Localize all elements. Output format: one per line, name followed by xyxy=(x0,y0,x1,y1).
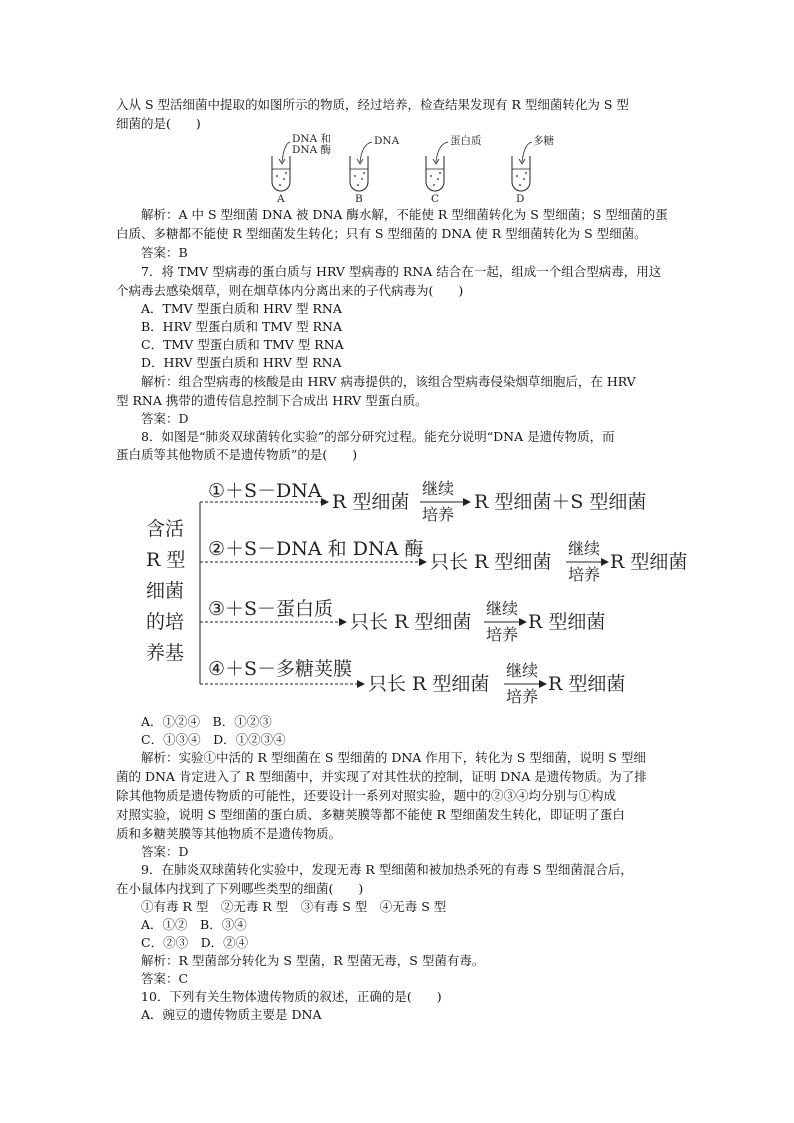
medium-label-line2: R 型 xyxy=(146,549,186,571)
q7-stem-line2: 个病毒去感染烟草，则在烟草体内分离出来的子代病毒为( ) xyxy=(116,283,464,298)
row4-final: R 型细菌 xyxy=(548,673,626,695)
tube-a-letter: A xyxy=(277,193,285,204)
tube-b-label1: DNA xyxy=(374,135,400,147)
row4-treatment: ④＋S－多糖荚膜 xyxy=(208,658,353,680)
q7-option-d: D．HRV 型蛋白质和 HRV 型 RNA xyxy=(141,355,342,370)
medium-label-line5: 养基 xyxy=(146,642,185,664)
tube-d-label1: 多糖 xyxy=(533,135,554,147)
tube-d-letter: D xyxy=(516,193,525,204)
row1-final: R 型细菌＋S 型细菌 xyxy=(474,491,647,513)
q8-analysis-line5: 质和多糖荚膜等其他物质不是遗传物质。 xyxy=(116,826,342,841)
q8-experiment-diagram xyxy=(140,472,710,708)
q8-answer: 答案：D xyxy=(141,844,189,859)
q7-analysis-line2: 型 RNA 携带的遗传信息控制下合成出 HRV 型蛋白质。 xyxy=(116,393,428,408)
tube-c-letter: C xyxy=(431,193,440,204)
row3-final: R 型细菌 xyxy=(528,611,606,633)
q10-option-a: A．豌豆的遗传物质主要是 DNA xyxy=(141,1007,322,1022)
q6-stem-line2: 细菌的是( ) xyxy=(116,116,201,131)
q9-options-line2: C．②③ D．②④ xyxy=(141,935,249,950)
row1-result: R 型细菌 xyxy=(332,491,410,513)
experiment-row-4 xyxy=(200,658,625,706)
tube-c xyxy=(426,134,482,204)
row4-arrow-bottom: 培养 xyxy=(506,687,539,706)
experiment-row-2 xyxy=(200,538,687,584)
q8-options-line2: C．①③④ D．①②③④ xyxy=(141,732,286,747)
q8-options-line1: A．①②④ B．①②③ xyxy=(141,714,272,729)
row1-treatment: ①＋S－DNA xyxy=(208,480,322,502)
tube-a xyxy=(272,133,332,204)
tube-b-letter: B xyxy=(355,193,363,204)
medium-label-line4: 的培 xyxy=(146,611,185,633)
q8-analysis-line1: 解析：实验①中活的 R 型细菌在 S 型细菌的 DNA 作用下，转化为 S 型细菌，说明 S 型细 xyxy=(141,750,646,765)
row3-result: 只长 R 型细菌 xyxy=(350,611,472,633)
q9-options-line1: A．①② B．③④ xyxy=(141,917,247,932)
q7-stem-line1: 7．将 TMV 型病毒的蛋白质与 HRV 型病毒的 RNA 结合在一起，组成一个组合型病毒，用这 xyxy=(141,264,662,279)
row2-result: 只长 R 型细菌 xyxy=(430,551,552,573)
q6-tube-figure xyxy=(262,132,562,204)
q6-analysis-line1: 解析：A 中 S 型细菌 DNA 被 DNA 酶水解，不能使 R 型细菌转化为 S 型细菌；S 型细菌的蛋 xyxy=(141,207,668,222)
tube-d xyxy=(512,134,554,204)
medium-label-line3: 细菌 xyxy=(146,580,185,602)
q8-stem-line2: 蛋白质等其他物质不是遗传物质”的是( ) xyxy=(116,447,358,462)
q7-option-c: C．TMV 型蛋白质和 TMV 型 RNA xyxy=(141,337,344,352)
row4-result: 只长 R 型细菌 xyxy=(368,673,490,695)
q8-analysis-line3: 除其他物质是遗传物质的可能性，还要设计一系列对照实验，题中的②③④均分别与①构成 xyxy=(116,788,617,803)
q7-option-a: A．TMV 型蛋白质和 HRV 型 RNA xyxy=(141,301,342,316)
q9-stem-line2: 在小鼠体内找到了下列哪些类型的细菌( ) xyxy=(116,881,364,896)
row2-arrow-bottom: 培养 xyxy=(568,565,601,584)
row3-arrow-top: 继续 xyxy=(486,599,519,618)
q10-stem: 10．下列有关生物体遗传物质的叙述，正确的是( ) xyxy=(141,989,442,1004)
q9-analysis: 解析：R 型菌部分转化为 S 型菌，R 型菌无毒，S 型菌有毒。 xyxy=(141,953,485,968)
q7-analysis-line1: 解析：组合型病毒的核酸是由 HRV 病毒提供的，该组合型病毒侵染烟草细胞后，在 HRV xyxy=(141,374,636,389)
row4-arrow-top: 继续 xyxy=(506,661,539,680)
q6-analysis-line2: 白质、多糖都不能使 R 型细菌发生转化；只有 S 型细菌的 DNA 使 R 型细菌转化为 S 型细菌。 xyxy=(116,226,647,241)
row1-arrow-top: 继续 xyxy=(422,479,455,498)
q6-stem-line1: 入从 S 型活细菌中提取的如图所示的物质，经过培养，检查结果发现有 R 型细菌转化为 S 型 xyxy=(116,97,629,112)
row3-treatment: ③＋S－蛋白质 xyxy=(208,598,334,620)
row2-final: R 型细菌 xyxy=(610,551,688,573)
experiment-row-3 xyxy=(200,598,605,644)
row2-treatment: ②＋S－DNA 和 DNA 酶 xyxy=(208,538,424,560)
tube-c-label1: 蛋白质 xyxy=(450,135,482,147)
medium-label-line1: 含活 xyxy=(146,518,185,540)
q8-stem-line1: 8．如图是“肺炎双球菌转化实验”的部分研究过程。能充分说明“DNA 是遗传物质，而 xyxy=(141,429,615,444)
row2-arrow-top: 继续 xyxy=(568,539,601,558)
q7-answer: 答案：D xyxy=(141,411,189,426)
tube-a-label2: DNA 酶 xyxy=(292,144,332,156)
q9-stem-line1: 9．在肺炎双球菌转化实验中，发现无毒 R 型细菌和被加热杀死的有毒 S 型细菌混合后， xyxy=(141,862,633,877)
row1-arrow-bottom: 培养 xyxy=(422,505,455,524)
q6-answer: 答案：B xyxy=(141,245,188,260)
tube-b xyxy=(350,135,400,204)
q8-analysis-line4: 对照实验，说明 S 型细菌的蛋白质、多糖荚膜等都不能使 R 型细菌发生转化，即证明了蛋白 xyxy=(116,807,625,822)
q8-analysis-line2: 菌的 DNA 肯定进入了 R 型细菌中，并实现了对其性状的控制，证明 DNA 是遗传物质。为了排 xyxy=(116,769,647,784)
q7-option-b: B．HRV 型蛋白质和 TMV 型 RNA xyxy=(141,319,343,334)
q9-answer: 答案：C xyxy=(141,971,189,986)
row3-arrow-bottom: 培养 xyxy=(486,625,519,644)
tube-a-label1: DNA 和 xyxy=(292,133,332,145)
experiment-row-1 xyxy=(200,479,646,524)
q9-items: ①有毒 R 型 ②无毒 R 型 ③有毒 S 型 ④无毒 S 型 xyxy=(141,899,447,914)
